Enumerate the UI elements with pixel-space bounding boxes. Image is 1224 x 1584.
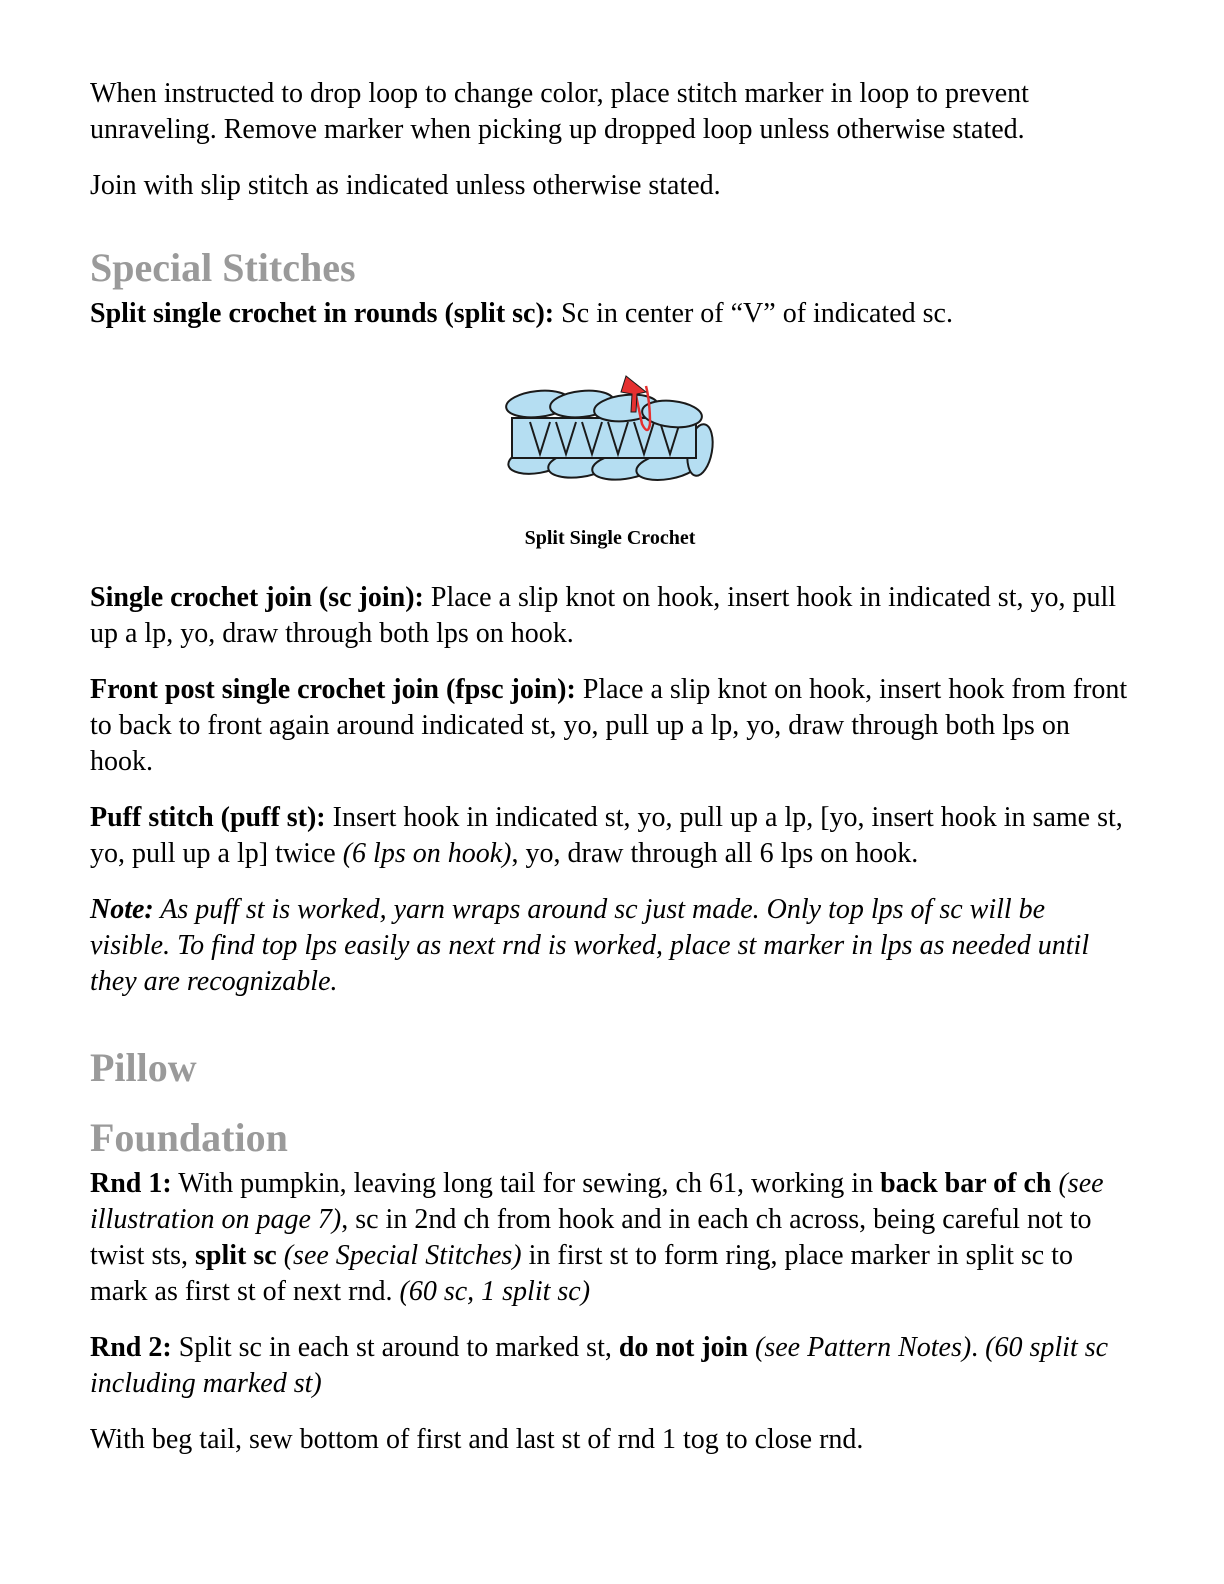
note-join-slip: Join with slip stitch as indicated unless otherwise stated. bbox=[90, 170, 721, 201]
term-split-sc: Split single crochet in rounds (split sc): bbox=[90, 298, 555, 329]
note-label: Note: bbox=[90, 894, 154, 925]
heading-foundation: Foundation bbox=[90, 1115, 288, 1160]
rnd-1-bold-1: back bar of ch bbox=[880, 1168, 1052, 1199]
heading-pillow: Pillow bbox=[90, 1045, 197, 1090]
rnd-1-text-1: With pumpkin, leaving long tail for sewing, ch 61, working in bbox=[171, 1168, 881, 1199]
text-split-sc: Sc in center of “V” of indicated sc. bbox=[554, 298, 953, 329]
term-sc-join: Single crochet join (sc join): bbox=[90, 582, 424, 613]
text-puff-st-italic: (6 lps on hook) bbox=[342, 838, 512, 869]
page-content bbox=[90, 76, 1130, 1458]
split-single-crochet-illustration bbox=[500, 362, 720, 502]
text-puff-st-b: , yo, draw through all 6 lps on hook. bbox=[511, 838, 919, 869]
rnd-1-text-3: in first st to form ring, place marker in split sc to mark as first st of next rnd. bbox=[90, 1240, 1073, 1307]
rnd-1-italic-3: (60 sc, 1 split sc) bbox=[399, 1276, 591, 1307]
closing-instruction: With beg tail, sew bottom of first and last st of rnd 1 tog to close rnd. bbox=[90, 1424, 864, 1455]
rnd-2-italic-1: (see Pattern Notes) bbox=[755, 1332, 972, 1363]
rnd-1-italic-2: (see Special Stitches) bbox=[283, 1240, 522, 1271]
heading-special-stitches: Special Stitches bbox=[90, 245, 356, 290]
definition-sc-join bbox=[90, 580, 1130, 652]
rnd-1-text-2: , sc in 2nd ch from hook and in each ch across, being careful not to twist sts, bbox=[90, 1204, 1092, 1271]
term-puff-st: Puff stitch (puff st): bbox=[90, 802, 326, 833]
definition-split-sc bbox=[90, 296, 1130, 332]
note-drop-loop: When instructed to drop loop to change color, place stitch marker in loop to prevent unraveling. Remove marker when picking up dropped loop unless otherwise stated. bbox=[90, 78, 1029, 145]
rnd-1-bold-2: split sc bbox=[195, 1240, 277, 1271]
rnd-2-label: Rnd 2: bbox=[90, 1332, 172, 1363]
rnd-2-italic-2: (60 split sc including marked st) bbox=[90, 1332, 1109, 1399]
text-puff-st-a: Insert hook in indicated st, yo, pull up a lp, [yo, insert hook in same st, yo, pull up a lp] twice bbox=[90, 802, 1123, 869]
rnd-1 bbox=[90, 1166, 1130, 1310]
puff-st-note bbox=[90, 892, 1130, 1000]
split-sc-figure bbox=[90, 362, 1130, 550]
rnd-1-italic-1: (see illustration on page 7) bbox=[90, 1168, 1104, 1235]
rnd-2-text-2: . bbox=[971, 1332, 986, 1363]
definition-puff-st bbox=[90, 800, 1130, 872]
text-fpsc-join: Place a slip knot on hook, insert hook from front to back to front again around indicated st, yo, pull up a lp, yo, draw through both lps on hook. bbox=[90, 674, 1128, 777]
rnd-2-bold-1: do not join bbox=[618, 1332, 748, 1363]
rnd-2-text-1: Split sc in each st around to marked st, bbox=[171, 1332, 619, 1363]
definition-fpsc-join bbox=[90, 672, 1130, 780]
note-text: As puff st is worked, yarn wraps around sc just made. Only top lps of sc will be visible. To find top lps easily as next rnd is worked, place st marker in lps as needed until they are recognizable. bbox=[90, 894, 1090, 997]
figure-caption: Split Single Crochet bbox=[524, 527, 696, 549]
rnd-2 bbox=[90, 1330, 1130, 1402]
term-fpsc-join: Front post single crochet join (fpsc join): bbox=[90, 674, 576, 705]
text-sc-join: Place a slip knot on hook, insert hook in indicated st, yo, pull up a lp, yo, draw through both lps on hook. bbox=[90, 582, 1117, 649]
rnd-1-label: Rnd 1: bbox=[90, 1168, 172, 1199]
